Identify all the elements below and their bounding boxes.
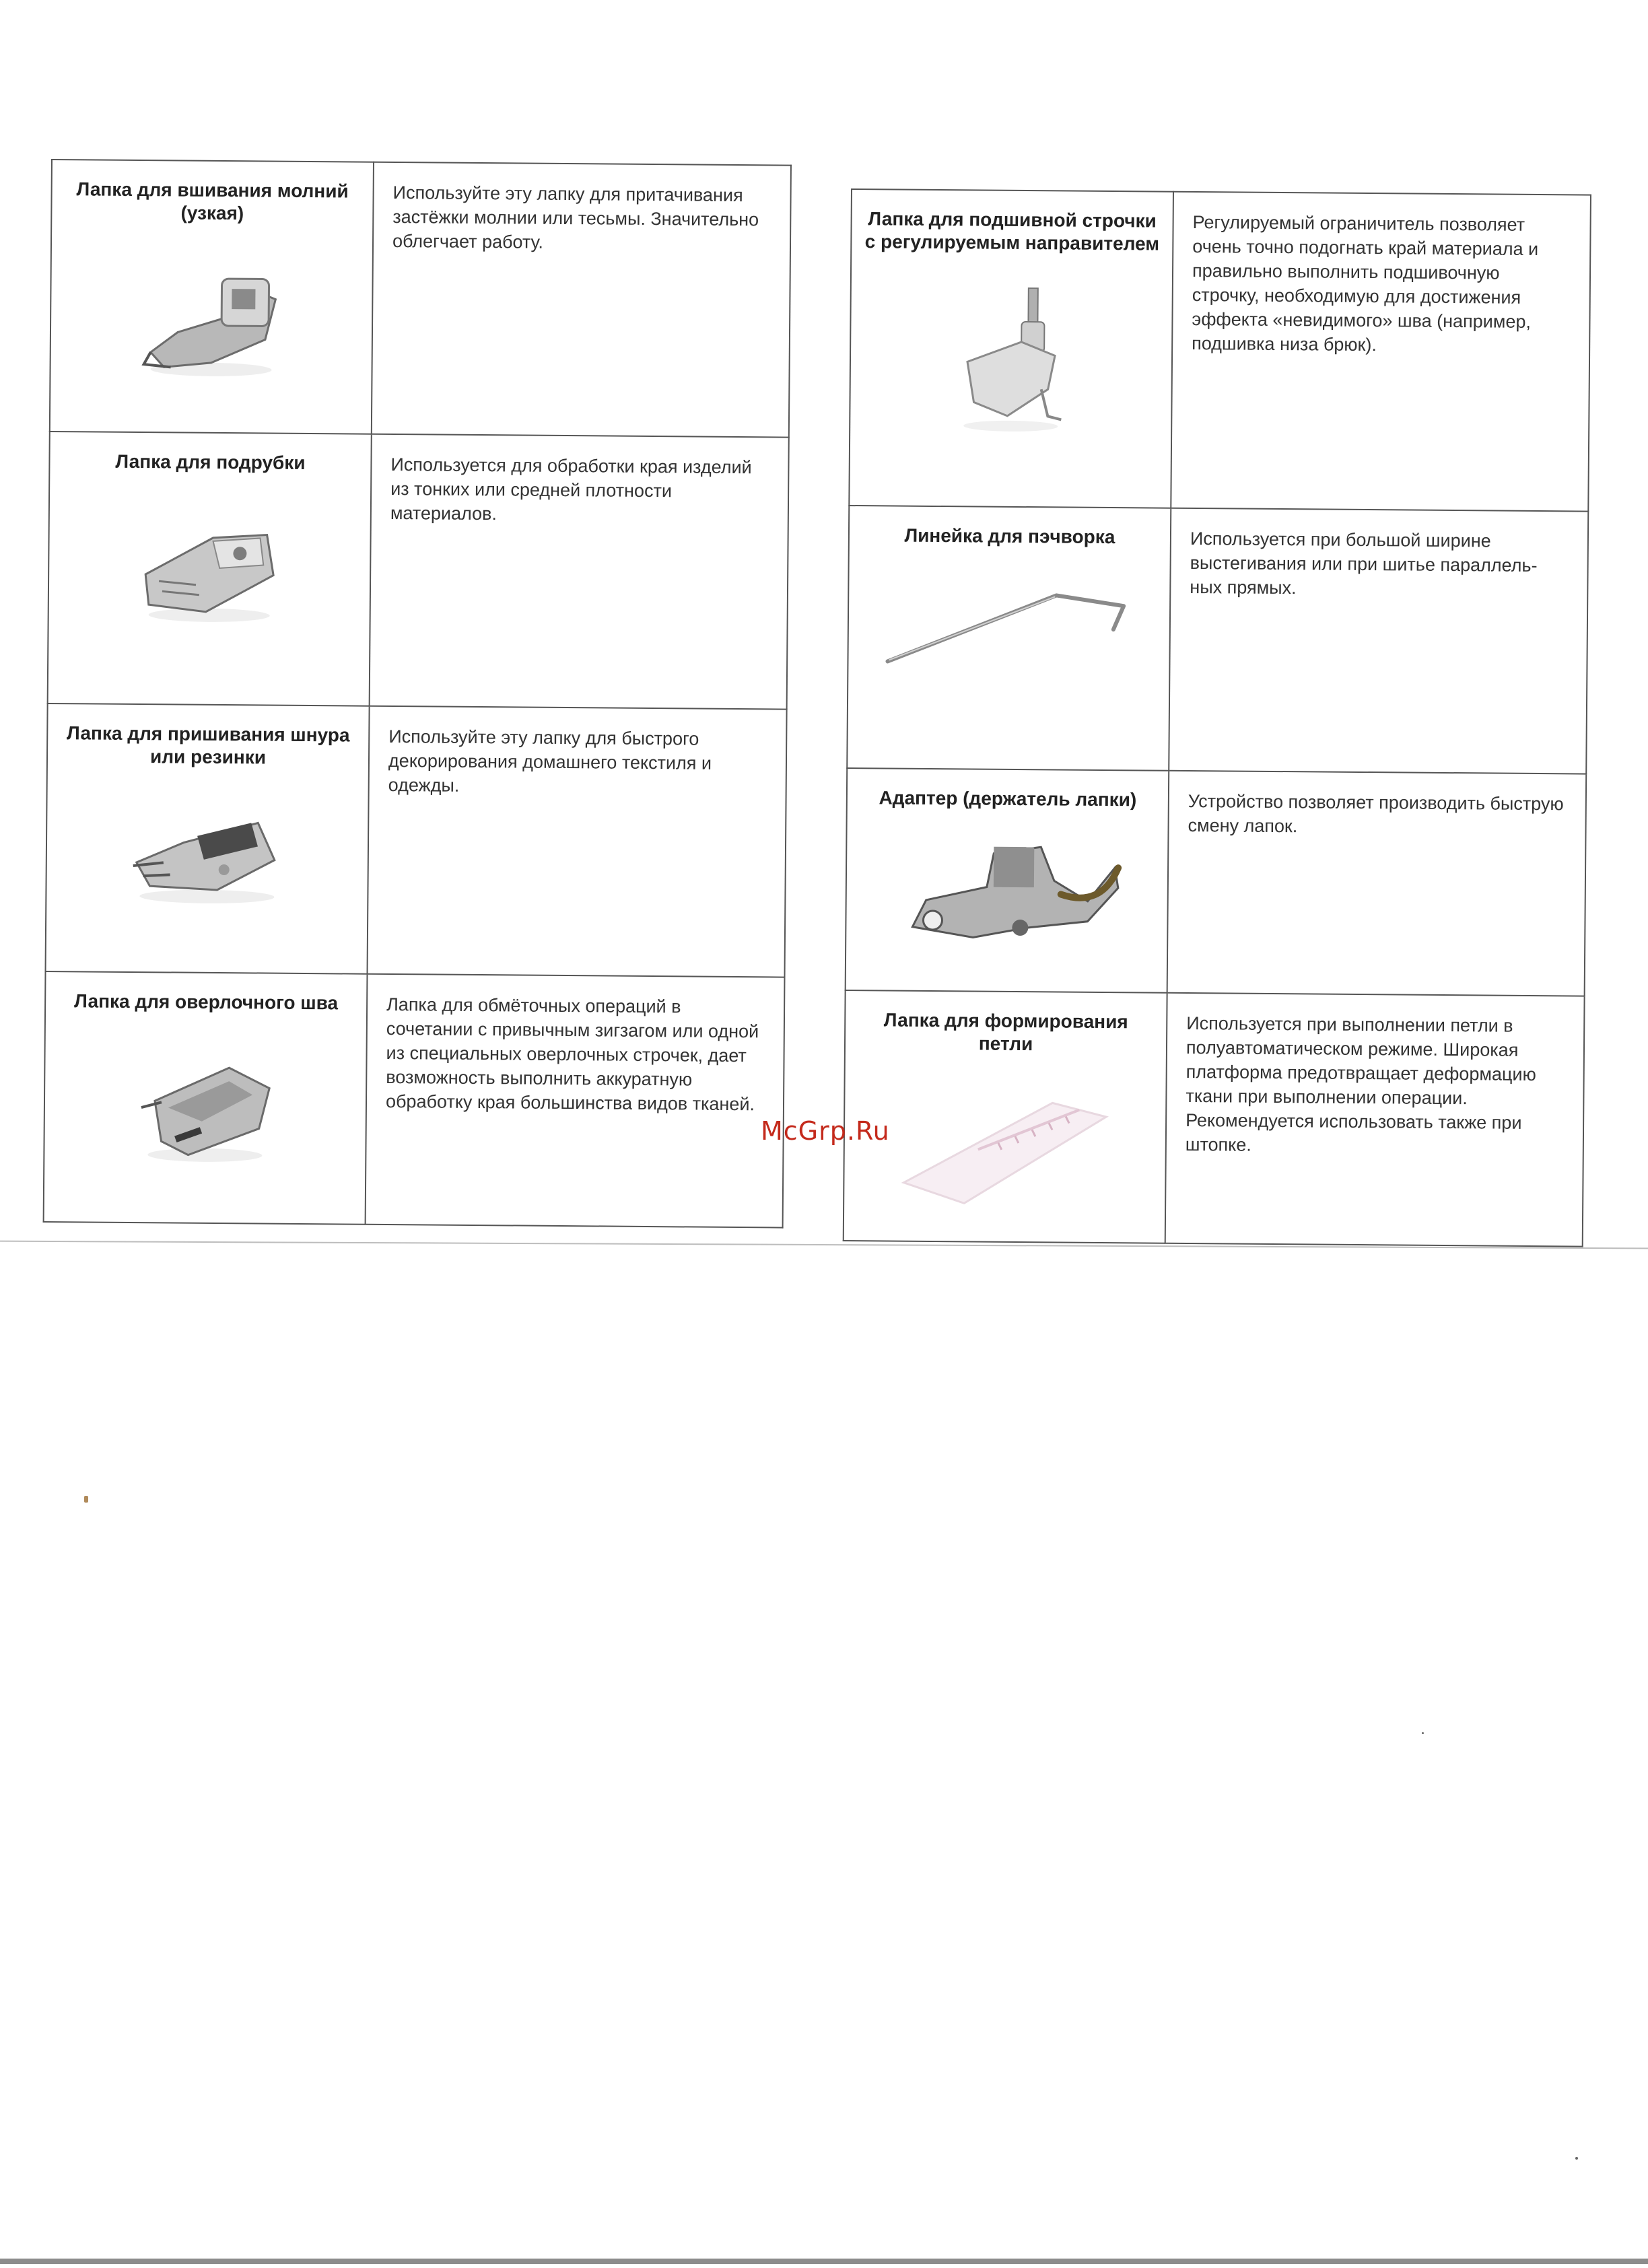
table-row [46, 703, 787, 977]
name-cell [44, 971, 368, 1225]
description-cell [1169, 508, 1588, 774]
watermark: McGrp.Ru [761, 1116, 890, 1146]
zipper-foot-icon [130, 251, 293, 387]
description-cell [1165, 993, 1585, 1247]
name-cell [846, 768, 1169, 993]
quilting-guide-icon [874, 574, 1144, 677]
scan-speck [1422, 1732, 1424, 1734]
name-cell [844, 990, 1167, 1243]
foot-name: Лапка для подшивной строчки с регулируемым направителем [864, 208, 1160, 254]
foot-description: Устройство позволяет производить быструю смену лапок. [1188, 790, 1564, 837]
foot-description: Используется при большой ширине выстегивания или при шитье параллель-ных прямых. [1190, 528, 1538, 598]
foot-description: Используется при выполнении петли в полуавтоматическом режиме. Широкая платформа предотвращает деформацию ткани при выполнении операции. Рекомендуется использовать также при штопке. [1185, 1012, 1536, 1155]
table-row [48, 432, 789, 710]
foot-name: Линейка для пэчворка [904, 524, 1115, 548]
description-cell [370, 434, 789, 710]
hemmer-foot-icon [132, 500, 287, 629]
cording-foot-icon [123, 795, 291, 911]
description-cell [372, 162, 791, 438]
name-cell [48, 432, 372, 706]
table-row [44, 971, 785, 1228]
foot-name: Лапка для подрубки [115, 450, 306, 473]
scan-speck [84, 1496, 88, 1503]
scan-bottom-edge [0, 2259, 1648, 2264]
foot-description: Используйте эту лапку для быстрого декорирования домашнего текстиля и одежды. [388, 726, 712, 796]
table-row [849, 189, 1591, 512]
overlock-foot-icon [127, 1040, 283, 1169]
foot-name: Лапка для вшивания молний (узкая) [76, 178, 349, 224]
foot-adapter-icon [885, 825, 1128, 949]
description-cell [1171, 192, 1591, 512]
description-cell [1167, 771, 1587, 996]
left-feet-table [43, 159, 792, 1229]
foot-name: Адаптер (держатель лапки) [879, 787, 1137, 811]
table-row [846, 768, 1587, 996]
foot-description: Используется для обработки края изделий из тонких или средней плотности материалов. [390, 454, 752, 524]
description-cell [366, 974, 785, 1228]
foot-description: Регулируемый ограничитель позволяет очень точно подогнать край материала и правильно выполнить подшивочную строчку, необходимую для достижения эффекта «невидимого» шва (например, подшивка низа брюк). [1192, 211, 1539, 355]
table-row [847, 506, 1588, 774]
table-row [50, 160, 791, 438]
name-cell [46, 703, 370, 974]
buttonhole-foot-icon [883, 1068, 1127, 1218]
foot-name: Лапка для оверлочного шва [74, 990, 339, 1014]
foot-name: Лапка для пришивания шнура или резинки [66, 722, 350, 768]
name-cell [847, 506, 1171, 771]
name-cell [50, 160, 374, 434]
right-feet-table [843, 188, 1591, 1247]
foot-name: Лапка для формирования петли [883, 1009, 1128, 1055]
name-cell [849, 189, 1173, 508]
foot-description: Лапка для обмёточных операций в сочетании с привычным зигзагом или одной из специальных оверлочных строчек, дает возможность выполнить аккуратную обработку края большинства видов тканей. [385, 994, 759, 1115]
scan-speck [1575, 2157, 1578, 2160]
description-cell [368, 706, 787, 977]
blind-hem-foot-icon [947, 281, 1076, 436]
foot-description: Используйте эту лапку для притачивания застёжки молнии или тесьмы. Значительно облегчает работу. [392, 182, 759, 252]
table-row [844, 990, 1585, 1247]
